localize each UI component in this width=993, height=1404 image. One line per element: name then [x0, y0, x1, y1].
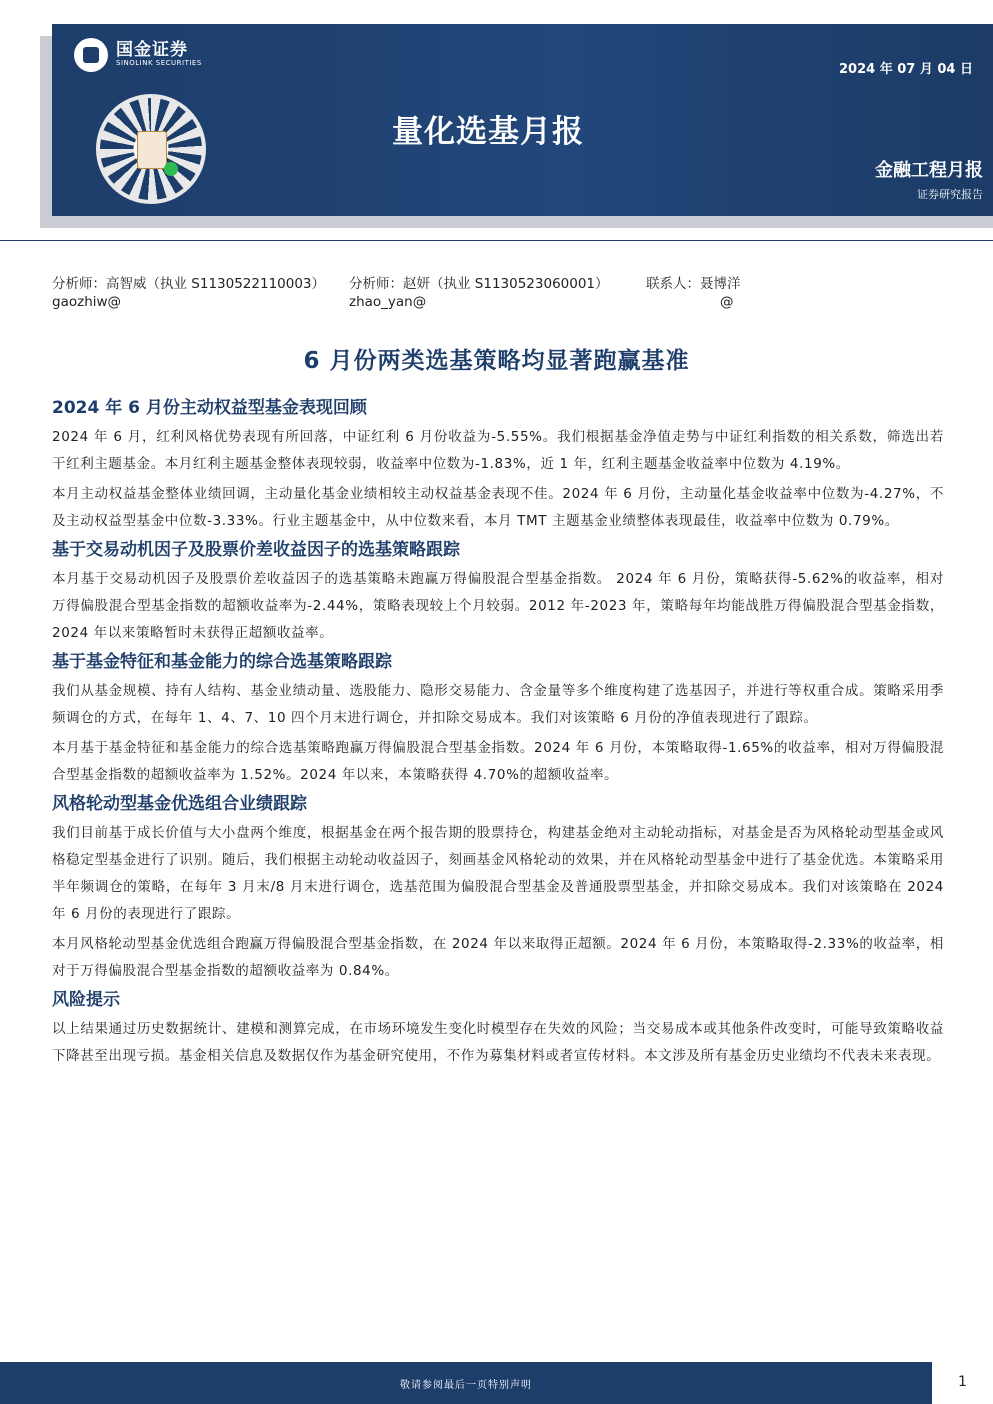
contact-email[interactable]: @: [720, 294, 734, 310]
company-logo: [74, 38, 202, 72]
analyst-2-name: 分析师：赵妍（执业 S1130523060001）: [349, 276, 609, 292]
report-date: 2024 年 07 月 04 日: [839, 62, 973, 77]
paragraph: 本月风格轮动型基金优选组合跑赢万得偏股混合型基金指数，在 2024 年以来取得正超额。2024 年 6 月份，本策略取得-2.33%的收益率，相对于万得偏股混合型基金指数的超额收益率为 0.84%。: [52, 936, 944, 979]
paragraph: 本月基于基金特征和基金能力的综合选基策略跑赢万得偏股混合型基金指数。2024 年 6 月份，本策略取得-1.65%的收益率，相对万得偏股混合型基金指数的超额收益率为 1.52%。2024 年以来，本策略获得 4.70%的超额收益率。: [52, 740, 944, 783]
paragraph: 以上结果通过历史数据统计、建模和测算完成，在市场环境发生变化时模型存在失效的风险；当交易成本或其他条件改变时，可能导致策略收益下降甚至出现亏损。基金相关信息及数据仅作为基金研究使用，不作为募集材料或者宣传材料。本文涉及所有基金历史业绩均不代表未来表现。: [52, 1021, 944, 1064]
section-active-equity-review: [52, 396, 944, 535]
section-composite-strategy: [52, 650, 944, 789]
section-heading: 基于交易动机因子及股票价差收益因子的选基策略跟踪: [52, 540, 460, 560]
section-risk-warning: [52, 988, 944, 1070]
section-heading: 风格轮动型基金优选组合业绩跟踪: [52, 794, 307, 814]
paragraph: 我们目前基于成长价值与大小盘两个维度，根据基金在两个报告期的股票持仓，构建基金绝对主动轮动指标，对基金是否为风格轮动型基金或风格稳定型基金进行了识别。随后，我们根据主动轮动收益因子，刻画基金风格轮动的效果，并在风格轮动型基金中进行了基金优选。本策略采用半年频调仓的策略，在每年 3 月末/8 月末进行调仓，选基范围为偏股混合型基金及普通股票型基金，并扣除交易成本。我们对该策略在 2024 年 6 月份的表现进行了跟踪。: [52, 825, 944, 922]
analyst-2-email[interactable]: zhao_yan@: [349, 294, 427, 310]
main-title: 6 月份两类选基策略均显著跑赢基准: [303, 348, 690, 374]
contact-name: 联系人：聂博洋: [646, 276, 741, 292]
header-banner: [52, 24, 993, 216]
logo-icon: [74, 38, 108, 72]
logo-name-en: SINOLINK SECURITIES: [116, 59, 202, 68]
section-heading: 2024 年 6 月份主动权益型基金表现回顾: [52, 398, 367, 418]
analyst-1-name: 分析师：高智威（执业 S1130522110003）: [52, 276, 326, 292]
report-title: 量化选基月报: [392, 114, 584, 150]
paragraph: 我们从基金规模、持有人结构、基金业绩动量、选股能力、隐形交易能力、含金量等多个维度构建了选基因子，并进行等权重合成。策略采用季频调仓的方式，在每年 1、4、7、10 四个月末进行调仓，并扣除交易成本。我们对该策略 6 月份的净值表现进行了跟踪。: [52, 683, 944, 726]
logo-name-cn: 国金证券: [116, 40, 188, 61]
paragraph: 2024 年 6 月，红利风格优势表现有所回落，中证红利 6 月份收益为-5.55%。我们根据基金净值走势与中证红利指数的相关系数，筛选出若干红利主题基金。本月红利主题基金整体表现较弱，收益率中位数为-1.83%，近 1 年，红利主题基金收益率中位数为 4.19%。: [52, 429, 944, 472]
footer-disclaimer: 敬请参阅最后一页特别声明: [0, 1362, 932, 1404]
report-type: 金融工程月报: [875, 160, 983, 181]
header-divider: [0, 240, 993, 241]
section-heading: 基于基金特征和基金能力的综合选基策略跟踪: [52, 652, 392, 672]
section-style-rotation-portfolio: [52, 792, 944, 985]
report-body: [52, 394, 944, 1073]
report-subtype: 证券研究报告: [917, 188, 983, 201]
paragraph: 本月主动权益基金整体业绩回调，主动量化基金业绩相较主动权益基金表现不佳。2024 年 6 月份，主动量化基金收益率中位数为-4.27%，不及主动权益型基金中位数-3.33%。行业主题基金中，从中位数来看，本月 TMT 主题基金业绩整体表现最佳，收益率中位数为 0.79%。: [52, 486, 944, 529]
section-heading: 风险提示: [52, 990, 120, 1010]
section-trading-motive-strategy: [52, 538, 944, 647]
page-number: 1: [958, 1374, 967, 1390]
analyst-1-email[interactable]: gaozhiw@: [52, 294, 122, 310]
paragraph: 本月基于交易动机因子及股票价差收益因子的选基策略未跑赢万得偏股混合型基金指数。 2024 年 6 月份，策略获得-5.62%的收益率，相对万得偏股混合型基金指数的超额收益率为-2.44%，策略表现较上个月较弱。2012 年-2023 年，策略每年均能战胜万得偏股混合型基金指数，2024 年以来策略暂时未获得正超额收益率。: [52, 571, 944, 641]
qr-code-icon: [96, 94, 206, 204]
